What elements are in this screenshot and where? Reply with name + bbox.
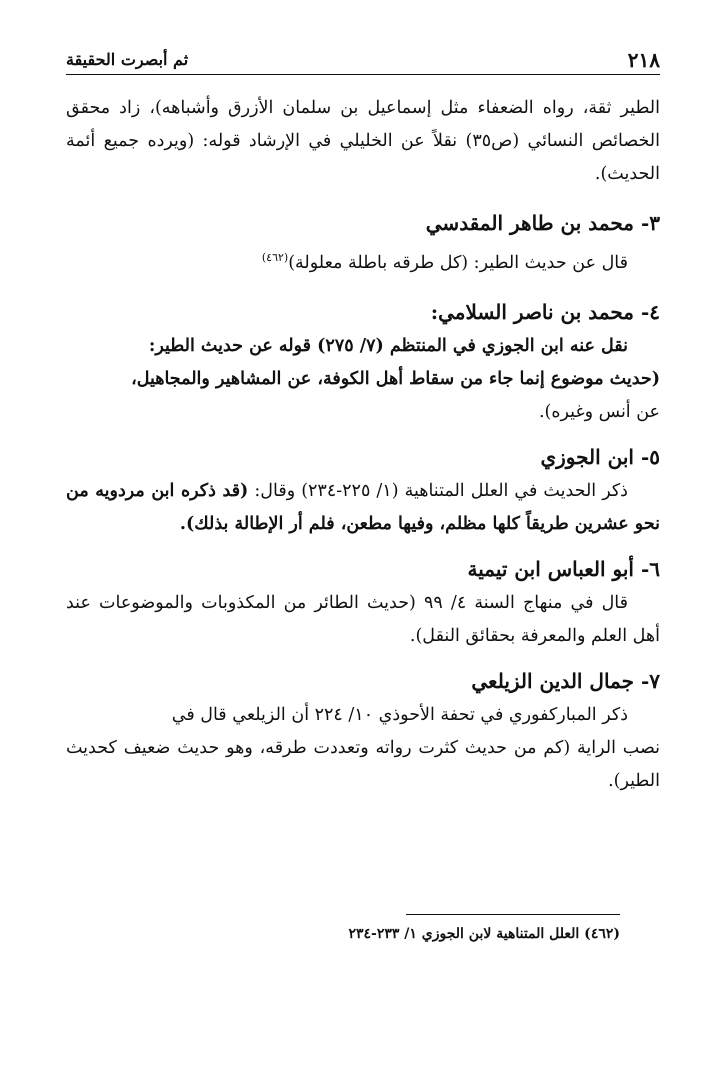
page-header — [66, 44, 660, 75]
section-5-lead: ذكر الحديث في العلل المتناهية (١/ ٢٢٥-٢٣٤) وقال: — [254, 480, 628, 501]
section-3-text — [66, 241, 660, 280]
footnote-ref-462: (٤٦٢) — [261, 251, 289, 264]
page-body — [66, 92, 660, 798]
section-6-quote: (حديث الطائر من المكذوبات والموضوعات عند أهل العلم والمعرفة بحقائق النقل). — [66, 592, 660, 646]
intro-paragraph: الطير ثقة، رواه الضعفاء مثل إسماعيل بن سلمان الأزرق وأشباهه)، زاد محقق الخصائص النسائي (ص٣٥) نقلاً عن الخليلي في الإرشاد قوله: (ويرده جميع أئمة الحديث). — [66, 98, 661, 184]
section-4-line-2: (حديث موضوع إنما جاء من سقاط أهل الكوفة، عن المشاهير والمجاهيل، — [131, 368, 660, 389]
section-3-heading: ٣- محمد بن طاهر المقدسي — [425, 211, 660, 235]
section-5-quote: (قد ذكره ابن مردويه من نحو عشرين طريقاً كلها مظلم، وفيها مطعن، فلم أر الإطالة بذلك). — [66, 480, 660, 534]
section-4-line-1: نقل عنه ابن الجوزي في المنتظم (٧/ ٢٧٥) قوله عن حديث الطير: — [148, 335, 628, 356]
section-7-line-1: ذكر المباركفوري في تحفة الأحوذي ١٠/ ٢٢٤ أن الزيلعي قال في — [171, 704, 628, 725]
section-4-line-3: عن أنس وغيره). — [538, 401, 660, 422]
section-4-heading: ٤- محمد بن ناصر السلامي: — [430, 299, 660, 324]
book-title: ثم أبصرت الحقيقة — [66, 50, 189, 69]
section-6-heading: ٦- أبو العباس ابن تيمية — [467, 556, 660, 581]
section-6-lead: قال في منهاج السنة ٤/ ٩٩ — [423, 592, 628, 613]
section-5-text — [66, 475, 660, 541]
section-3-quote: قال عن حديث الطير: (كل طرقه باطلة معلولة) — [288, 252, 628, 273]
section-5-heading: ٥- ابن الجوزي — [540, 444, 660, 469]
page-number: ٢١٨ — [627, 48, 660, 72]
footnote-divider — [406, 914, 620, 915]
section-6-text — [66, 587, 660, 653]
section-7-heading: ٧- جمال الدين الزيلعي — [471, 668, 660, 693]
footnote-462: (٤٦٢) العلل المتناهية لابن الجوزي ١/ ٢٣٣-٢٣٤ — [348, 926, 620, 942]
section-7-line-2: نصب الراية (كم من حديث كثرت رواته وتعددت طرقه، وهو حديث ضعيف كحديث الطير). — [66, 737, 660, 791]
